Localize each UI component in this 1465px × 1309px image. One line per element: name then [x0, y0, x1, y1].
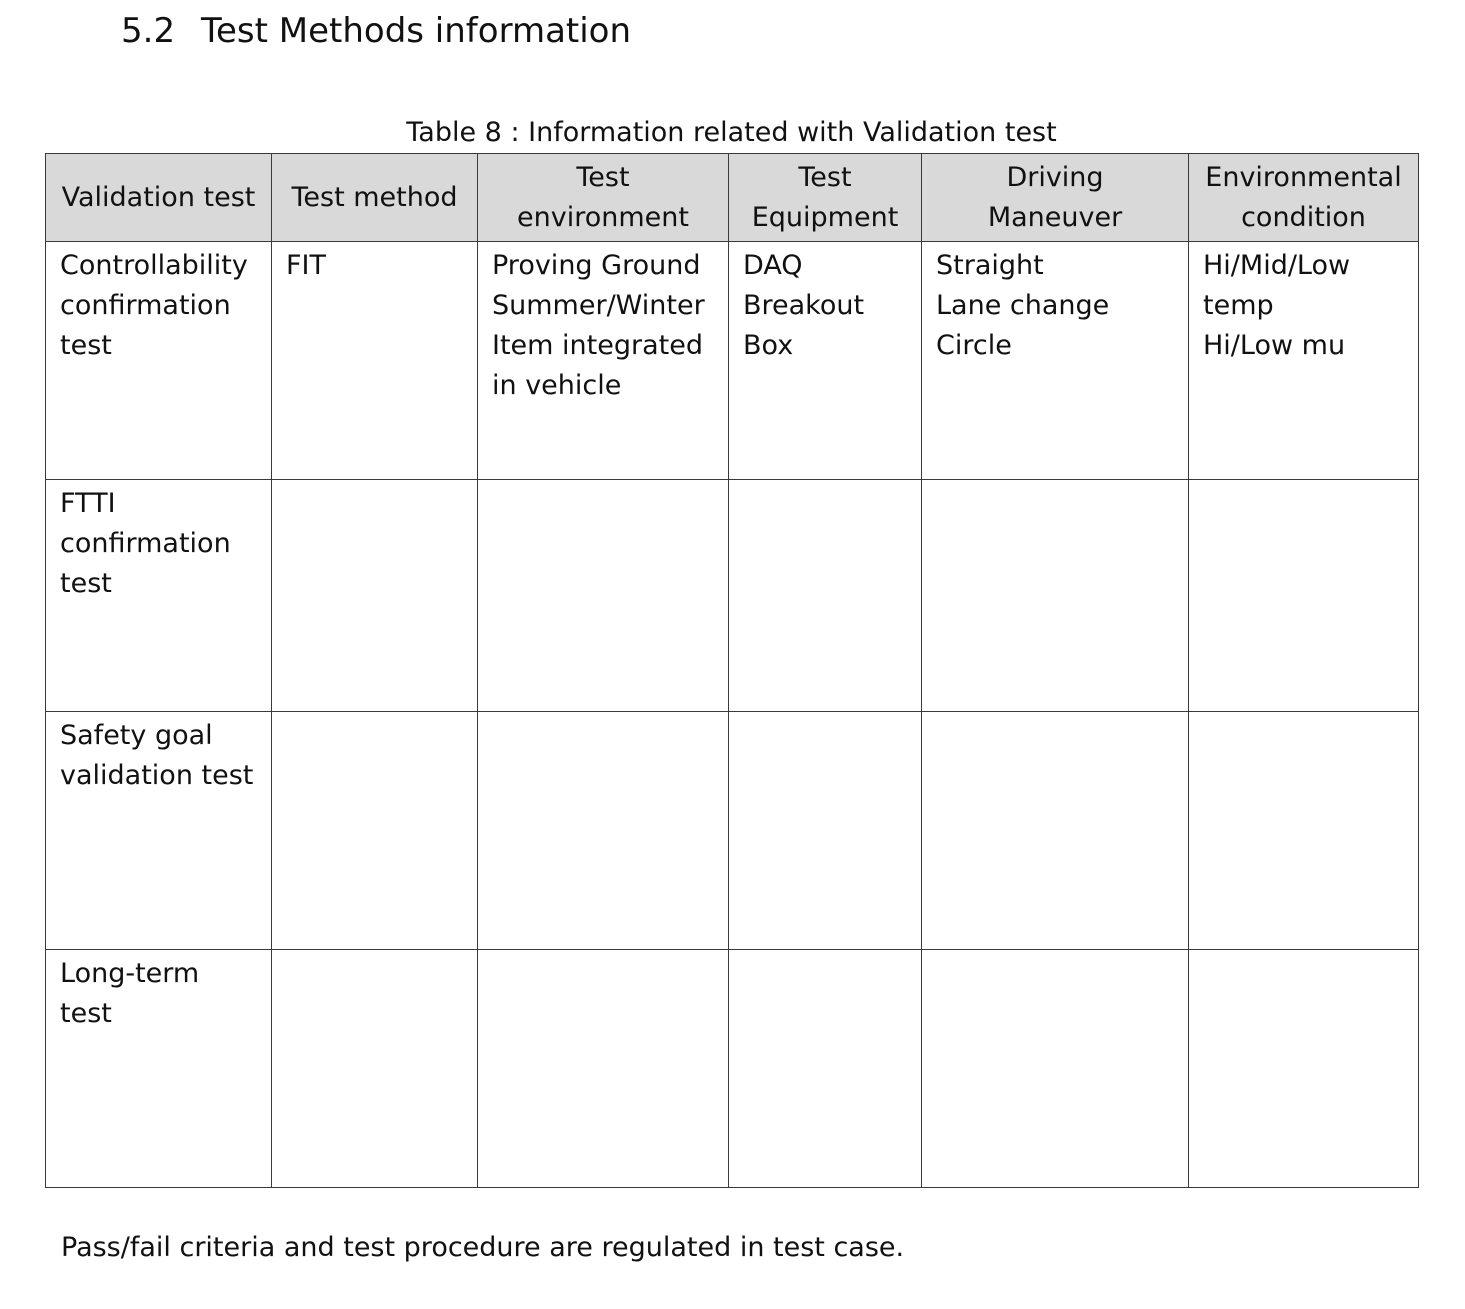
footer-note: Pass/fail criteria and test procedure are regulated in test case. — [61, 1232, 905, 1263]
header-driving-maneuver: Driving Maneuver — [922, 154, 1189, 242]
cell-environmental-condition — [1189, 950, 1419, 1188]
cell-test-method: FIT — [272, 242, 478, 480]
cell-test-equipment — [729, 950, 922, 1188]
cell-test-method — [272, 950, 478, 1188]
table-row — [46, 480, 1419, 712]
cell-test-environment — [478, 480, 729, 712]
cell-test-environment: Proving Ground Summer/Winter Item integrated in vehicle — [478, 242, 729, 480]
table-row — [46, 712, 1419, 950]
header-row — [46, 154, 1419, 242]
cell-driving-maneuver — [922, 480, 1189, 712]
cell-driving-maneuver: Straight Lane change Circle — [922, 242, 1189, 480]
cell-test-equipment — [729, 480, 922, 712]
cell-test-method — [272, 712, 478, 950]
section-title: Test Methods information — [201, 11, 632, 51]
cell-test-environment — [478, 712, 729, 950]
header-test-equipment: Test Equipment — [729, 154, 922, 242]
cell-environmental-condition — [1189, 712, 1419, 950]
cell-validation-test: Long-term test — [46, 950, 272, 1188]
section-number: 5.2 — [121, 11, 176, 51]
section-heading — [121, 8, 631, 54]
table-row — [46, 950, 1419, 1188]
cell-validation-test: FTTI confirmation test — [46, 480, 272, 712]
table-row — [46, 242, 1419, 480]
cell-test-equipment — [729, 712, 922, 950]
cell-test-equipment: DAQ Breakout Box — [729, 242, 922, 480]
header-test-method: Test method — [272, 154, 478, 242]
header-validation-test: Validation test — [46, 154, 272, 242]
validation-test-table — [45, 153, 1419, 1188]
cell-driving-maneuver — [922, 950, 1189, 1188]
cell-driving-maneuver — [922, 712, 1189, 950]
cell-test-environment — [478, 950, 729, 1188]
cell-environmental-condition — [1189, 480, 1419, 712]
table-caption: Table 8 : Information related with Validation test — [406, 117, 1057, 148]
header-environmental-condition: Environmental condition — [1189, 154, 1419, 242]
cell-environmental-condition: Hi/Mid/Low temp Hi/Low mu — [1189, 242, 1419, 480]
cell-validation-test: Controllability confirmation test — [46, 242, 272, 480]
header-test-environment: Test environment — [478, 154, 729, 242]
cell-test-method — [272, 480, 478, 712]
cell-validation-test: Safety goal validation test — [46, 712, 272, 950]
